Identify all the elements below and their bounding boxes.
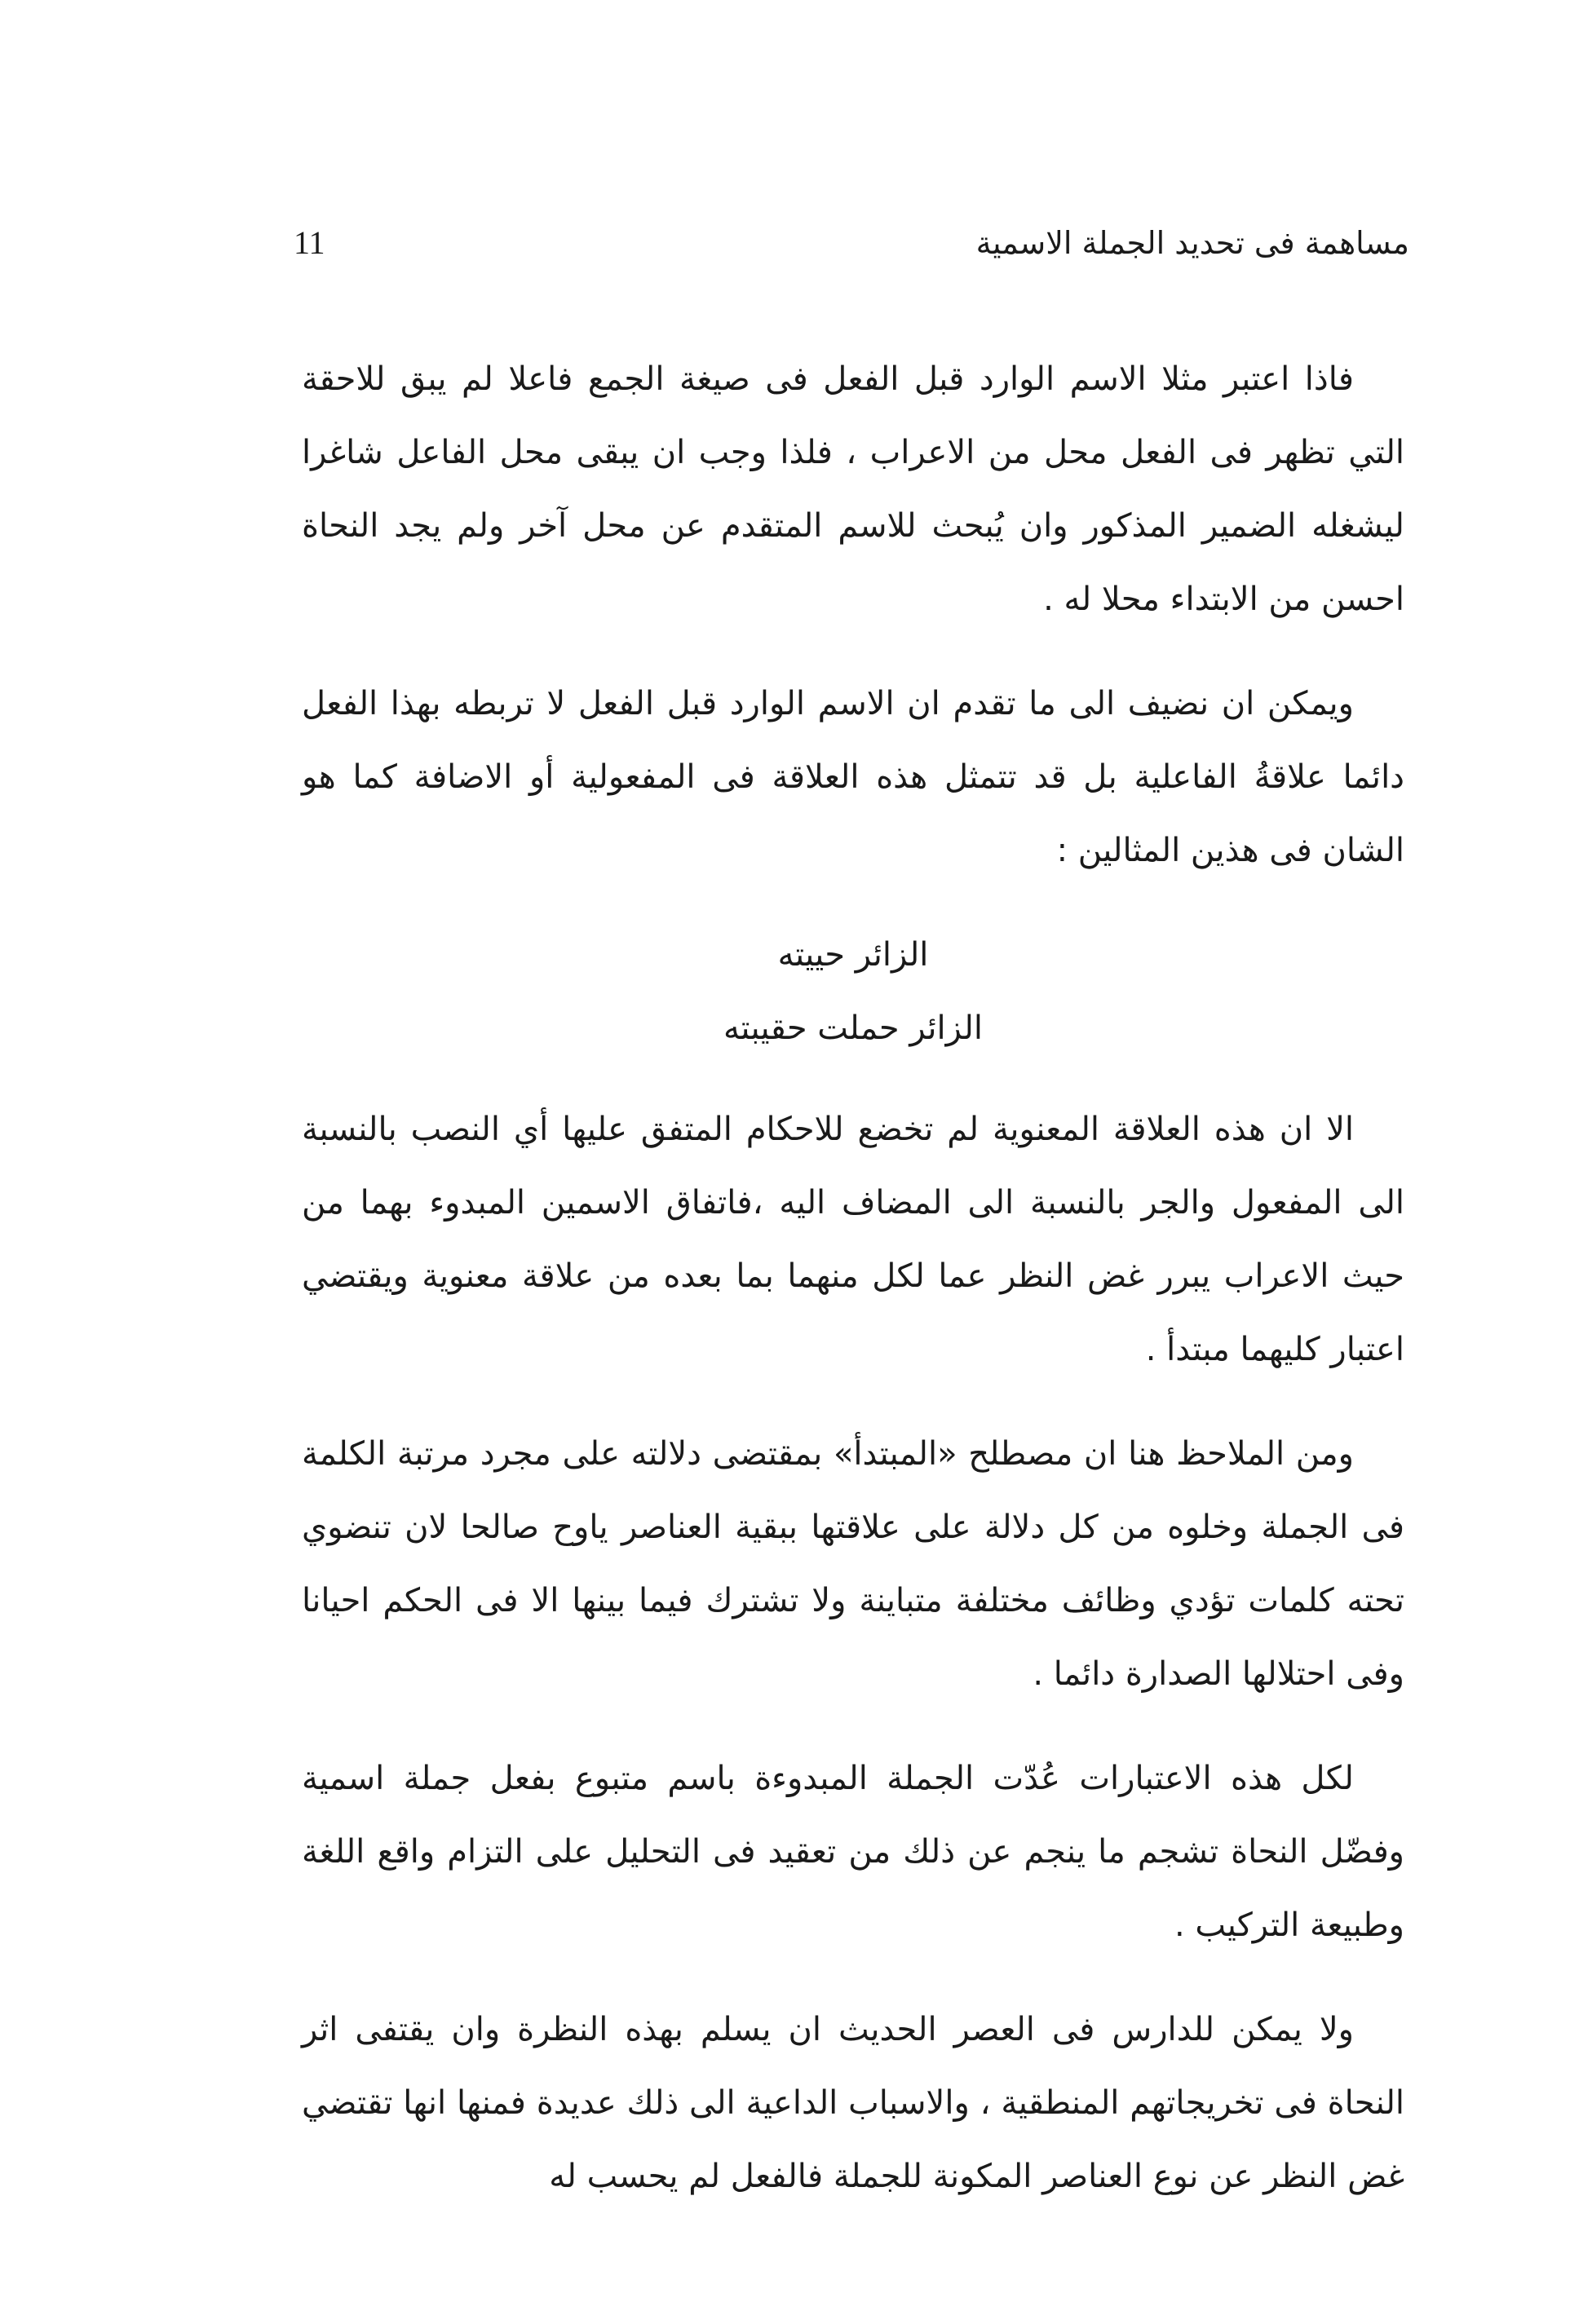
example-sentence-1: الزائر حييته — [777, 936, 929, 974]
paragraph-6: ولا يمكن للدارس فى العصر الحديث ان يسلم بهذه النظرة وان يقتفى اثر النحاة فى تخريجاتهم المنطقية ، والاسباب الداعية الى ذلك عديدة فمنها انها تقتضي غض النظر عن نوع العناصر المكونة للجملة فالفعل لم يحسب له — [302, 2011, 1404, 2195]
examples-block — [302, 918, 1404, 1065]
example-sentence-2: الزائر حملت حقيبته — [723, 1010, 984, 1047]
paragraph-5: لكل هذه الاعتبارات عُدّت الجملة المبدوءة باسم متبوع بفعل جملة اسمية وفضّل النحاة تشجم ما ينجم عن ذلك من تعقيد فى التحليل على التزام واقع اللغة وطبيعة التركيب . — [302, 1760, 1404, 1944]
body-text — [302, 342, 1404, 2244]
page-number: 11 — [294, 224, 325, 261]
paragraph-2: ويمكن ان نضيف الى ما تقدم ان الاسم الوارد قبل الفعل لا تربطه بهذا الفعل دائما علاقةُ الفاعلية بل قد تتمثل هذه العلاقة فى المفعولية أو الاضافة كما هو الشان فى هذين المثالين : — [302, 685, 1404, 869]
running-title: مساهمة فى تحديد الجملة الاسمية — [975, 225, 1409, 261]
paragraph-1: فاذا اعتبر مثلا الاسم الوارد قبل الفعل فى صيغة الجمع فاعلا لم يبق للاحقة التي تظهر فى الفعل محل من الاعراب ، فلذا وجب ان يبقى محل الفاعل شاغرا ليشغله الضمير المذكور وان يُبحث للاسم المتقدم عن محل آخر ولم يجد النحاة احسن من الابتداء محلا له . — [302, 360, 1404, 618]
running-head — [294, 219, 1409, 276]
paragraph-4: ومن الملاحظ هنا ان مصطلح «المبتدأ» بمقتضى دلالته على مجرد مرتبة الكلمة فى الجملة وخلوه من كل دلالة على علاقتها ببقية العناصر ياوح صالحا لان تنضوي تحته كلمات تؤدي وظائف مختلفة متباينة ولا تشترك فيما بينها الا فى الحكم احيانا وفى احتلالها الصدارة دائما . — [302, 1435, 1404, 1693]
paragraph-3: الا ان هذه العلاقة المعنوية لم تخضع للاحكام المتفق عليها أي النصب بالنسبة الى المفعول والجر بالنسبة الى المضاف اليه ،فاتفاق الاسمين المبدوء بهما من حيث الاعراب يبرر غض النظر عما لكل منهما بما بعده من علاقة معنوية ويقتضي اعتبار كليهما مبتدأ . — [302, 1111, 1404, 1368]
